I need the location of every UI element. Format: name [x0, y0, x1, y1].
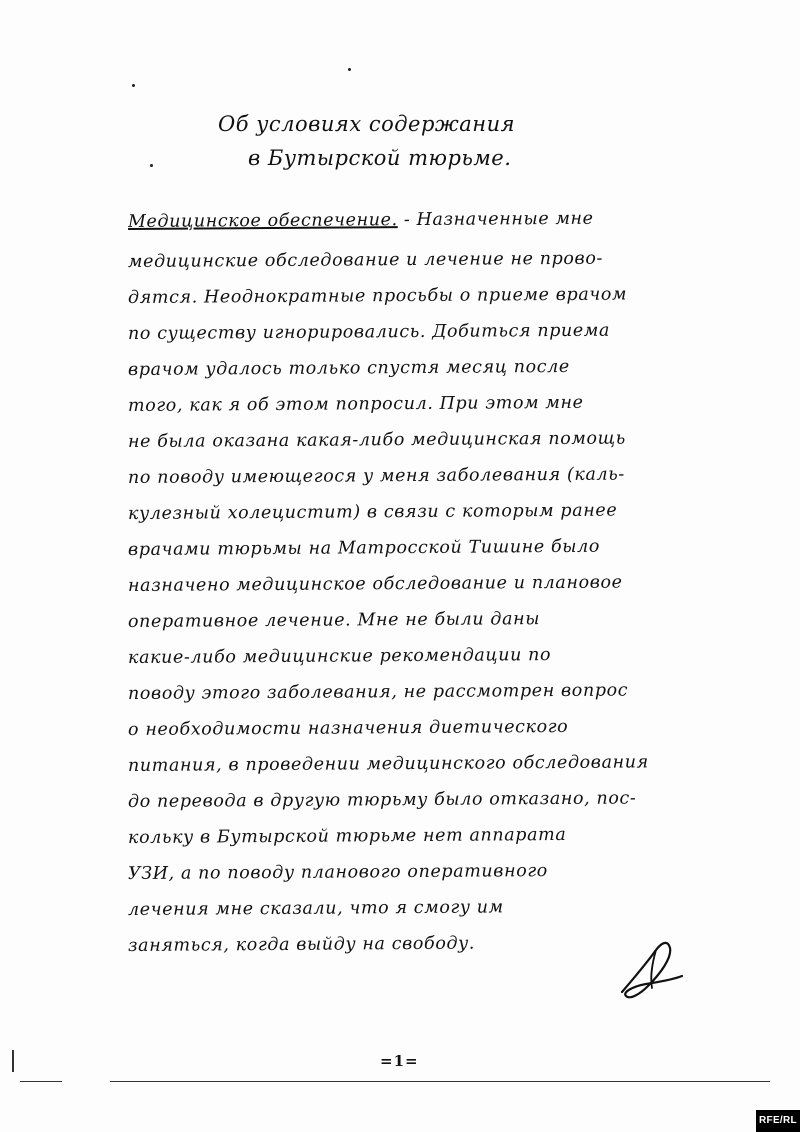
text-line-18: кольку в Бутырской тюрьме нет аппарата — [127, 824, 567, 848]
text-line-16: питания, в проведении медицинского обследования — [127, 752, 649, 776]
text-line-15: о необходимости назначения диетического — [127, 716, 569, 740]
text-line-7: не была оказана какая-либо медицинская помощь — [127, 428, 626, 452]
text-line-11: назначено медицинское обследование и плановое — [127, 572, 623, 596]
rferl-watermark: RFE/RL — [756, 1110, 800, 1132]
scan-speck — [132, 84, 135, 87]
signature — [612, 930, 692, 1010]
scan-speck — [150, 164, 153, 167]
text-line-20: лечения мне сказали, что я смогу им — [127, 897, 504, 920]
text-line-13: какие-либо медицинские рекомендации по — [127, 645, 552, 668]
text-line-6: того, как я об этом попросил. При этом мне — [127, 392, 584, 416]
text-line-19: УЗИ, а по поводу планового оперативного — [127, 861, 548, 884]
margin-mark — [12, 1050, 14, 1072]
text-line-5: врачом удалось только спустя месяц после — [127, 356, 570, 380]
text-line-1-rest: - Назначенные мне — [397, 208, 594, 231]
section-heading: Медицинское обеспечение. — [127, 210, 398, 232]
text-line-3: дятся. Неоднократные просьбы о приеме врачом — [127, 284, 628, 308]
document-title-line-2: в Бутырской тюрьме. — [248, 146, 512, 170]
text-line-1 — [128, 208, 688, 232]
text-line-12: оперативное лечение. Мне не были даны — [127, 609, 541, 632]
text-line-9: кулезный холецистит) в связи с которым ранее — [127, 500, 618, 524]
scan-speck — [348, 68, 351, 71]
footer-rule-left — [20, 1081, 62, 1082]
text-line-2: медицинские обследование и лечение не прово- — [127, 248, 604, 272]
text-line-8: по поводу имеющегося у меня заболевания (каль- — [127, 464, 625, 488]
text-line-21: заняться, когда выйду на свободу. — [127, 933, 476, 956]
text-line-4: по существу игнорировались. Добиться приема — [127, 320, 611, 344]
document-title-line-1: Об условиях содержания — [218, 112, 516, 136]
text-line-17: до перевода в другую тюрьму было отказано, пос- — [127, 788, 637, 812]
text-line-14: поводу этого заболевания, не рассмотрен вопрос — [127, 680, 629, 704]
text-line-10: врачами тюрьмы на Матросской Тишине было — [127, 536, 601, 560]
page-number: =1= — [380, 1052, 419, 1070]
footer-rule — [110, 1081, 770, 1082]
